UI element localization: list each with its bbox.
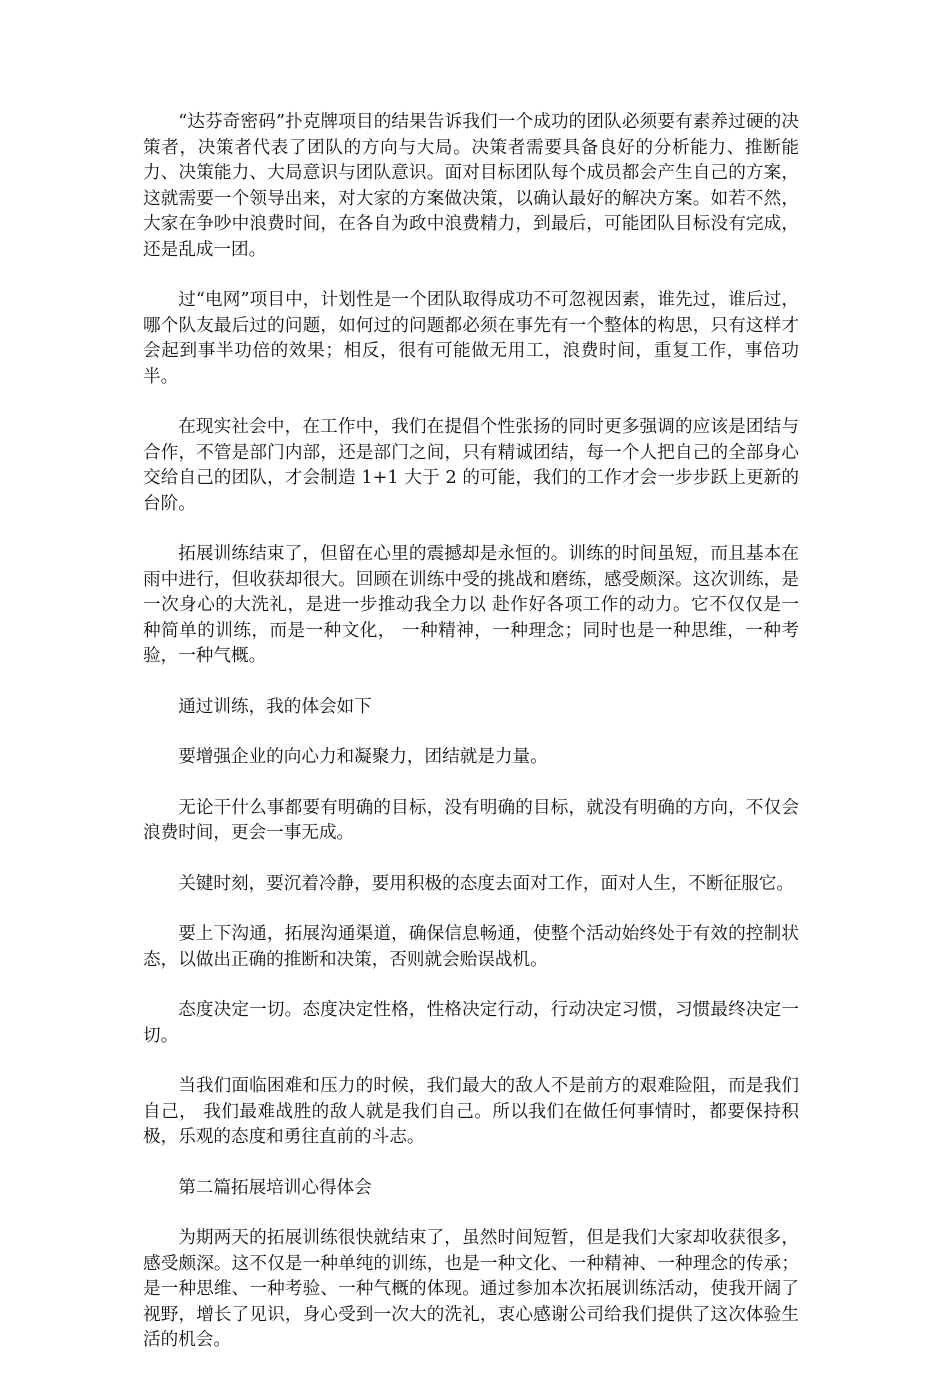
paragraph-communication: 要上下沟通，拓展沟通渠道，确保信息畅通，使整个活动始终处于有效的控制状态，以做出正确的推断和决策，否则就会贻误战机。 bbox=[143, 924, 799, 970]
paragraph-experience-intro: 通过训练，我的体会如下 bbox=[178, 696, 372, 717]
section-heading-second-article: 第二篇拓展培训心得体会 bbox=[178, 1177, 372, 1198]
paragraph-two-day-training: 为期两天的拓展训练很快就结束了，虽然时间短暂，但是我们大家却收获很多，感受颇深。这不仅是一种单纯的训练，也是一种文化、一种精神、一种理念的传承；是一种思维、一种考验、一种气概的体现。通过参加本次拓展训练活动，使我开阔了视野，增长了见识，身心受到一次大的洗礼，衷心感谢公司给我们提供了这次体验生活的机会。 bbox=[143, 1228, 799, 1350]
paragraph-clear-goal: 无论干什么事都要有明确的目标，没有明确的目标，就没有明确的方向，不仅会浪费时间，更会一事无成。 bbox=[143, 797, 799, 843]
document-page bbox=[143, 110, 799, 1379]
paragraph-teamwork-society: 在现实社会中，在工作中，我们在提倡个性张扬的同时更多强调的应该是团结与合作，不管是部门内部，还是部门之间，只有精诚团结，每一个人把自己的全部身心交给自己的团队，才会制造 1+1 大于 2 的可能，我们的工作才会一步步跃上更新的台阶。 bbox=[143, 417, 799, 514]
paragraph-attitude: 态度决定一切。态度决定性格，性格决定行动，行动决定习惯，习惯最终决定一切。 bbox=[143, 1000, 799, 1046]
paragraph-overcome-self: 当我们面临困难和压力的时候，我们最大的敌人不是前方的艰难险阻，而是我们自己， 我们最难战胜的敌人就是我们自己。所以我们在做任何事情时，都要保持积极，乐观的态度和勇往直前的斗志。 bbox=[143, 1076, 799, 1147]
paragraph-electric-net-planning: 过“电网”项目中，计划性是一个团队取得成功不可忽视因素，谁先过，谁后过，哪个队友最后过的问题，如何过的问题都必须在事先有一个整体的构思，只有这样才会起到事半功倍的效果；相反，很有可能做无用工，浪费时间，重复工作，事倍功半。 bbox=[143, 290, 799, 387]
paragraph-training-ended: 拓展训练结束了，但留在心里的震撼却是永恒的。训练的时间虽短，而且基本在雨中进行，但收获却很大。回顾在训练中受的挑战和磨练，感受颇深。这次训练，是一次身心的大洗礼，是进一步推动我全力以 赴作好各项工作的动力。它不仅仅是一种简单的训练，而是一种文化， 一种精神，一种理念；同时也是一种思维，一种考验，一种气概。 bbox=[143, 544, 799, 666]
paragraph-cohesion: 要增强企业的向心力和凝聚力，团结就是力量。 bbox=[178, 747, 548, 767]
paragraph-dafenqi-decision: “达芬奇密码”扑克牌项目的结果告诉我们一个成功的团队必须要有素养过硬的决策者，决策者代表了团队的方向与大局。决策者需要具备良好的分析能力、推断能力、决策能力、大局意识与团队意识。面对目标团队每个成员都会产生自己的方案，这就需要一个领导出来，对大家的方案做决策，以确认最好的解决方案。如若不然，大家在争吵中浪费时间，在各自为政中浪费精力，到最后，可能团队目标没有完成，还是乱成一团。 bbox=[143, 112, 799, 260]
paragraph-stay-calm: 关键时刻，要沉着冷静，要用积极的态度去面对工作，面对人生，不断征服它。 bbox=[178, 873, 794, 894]
